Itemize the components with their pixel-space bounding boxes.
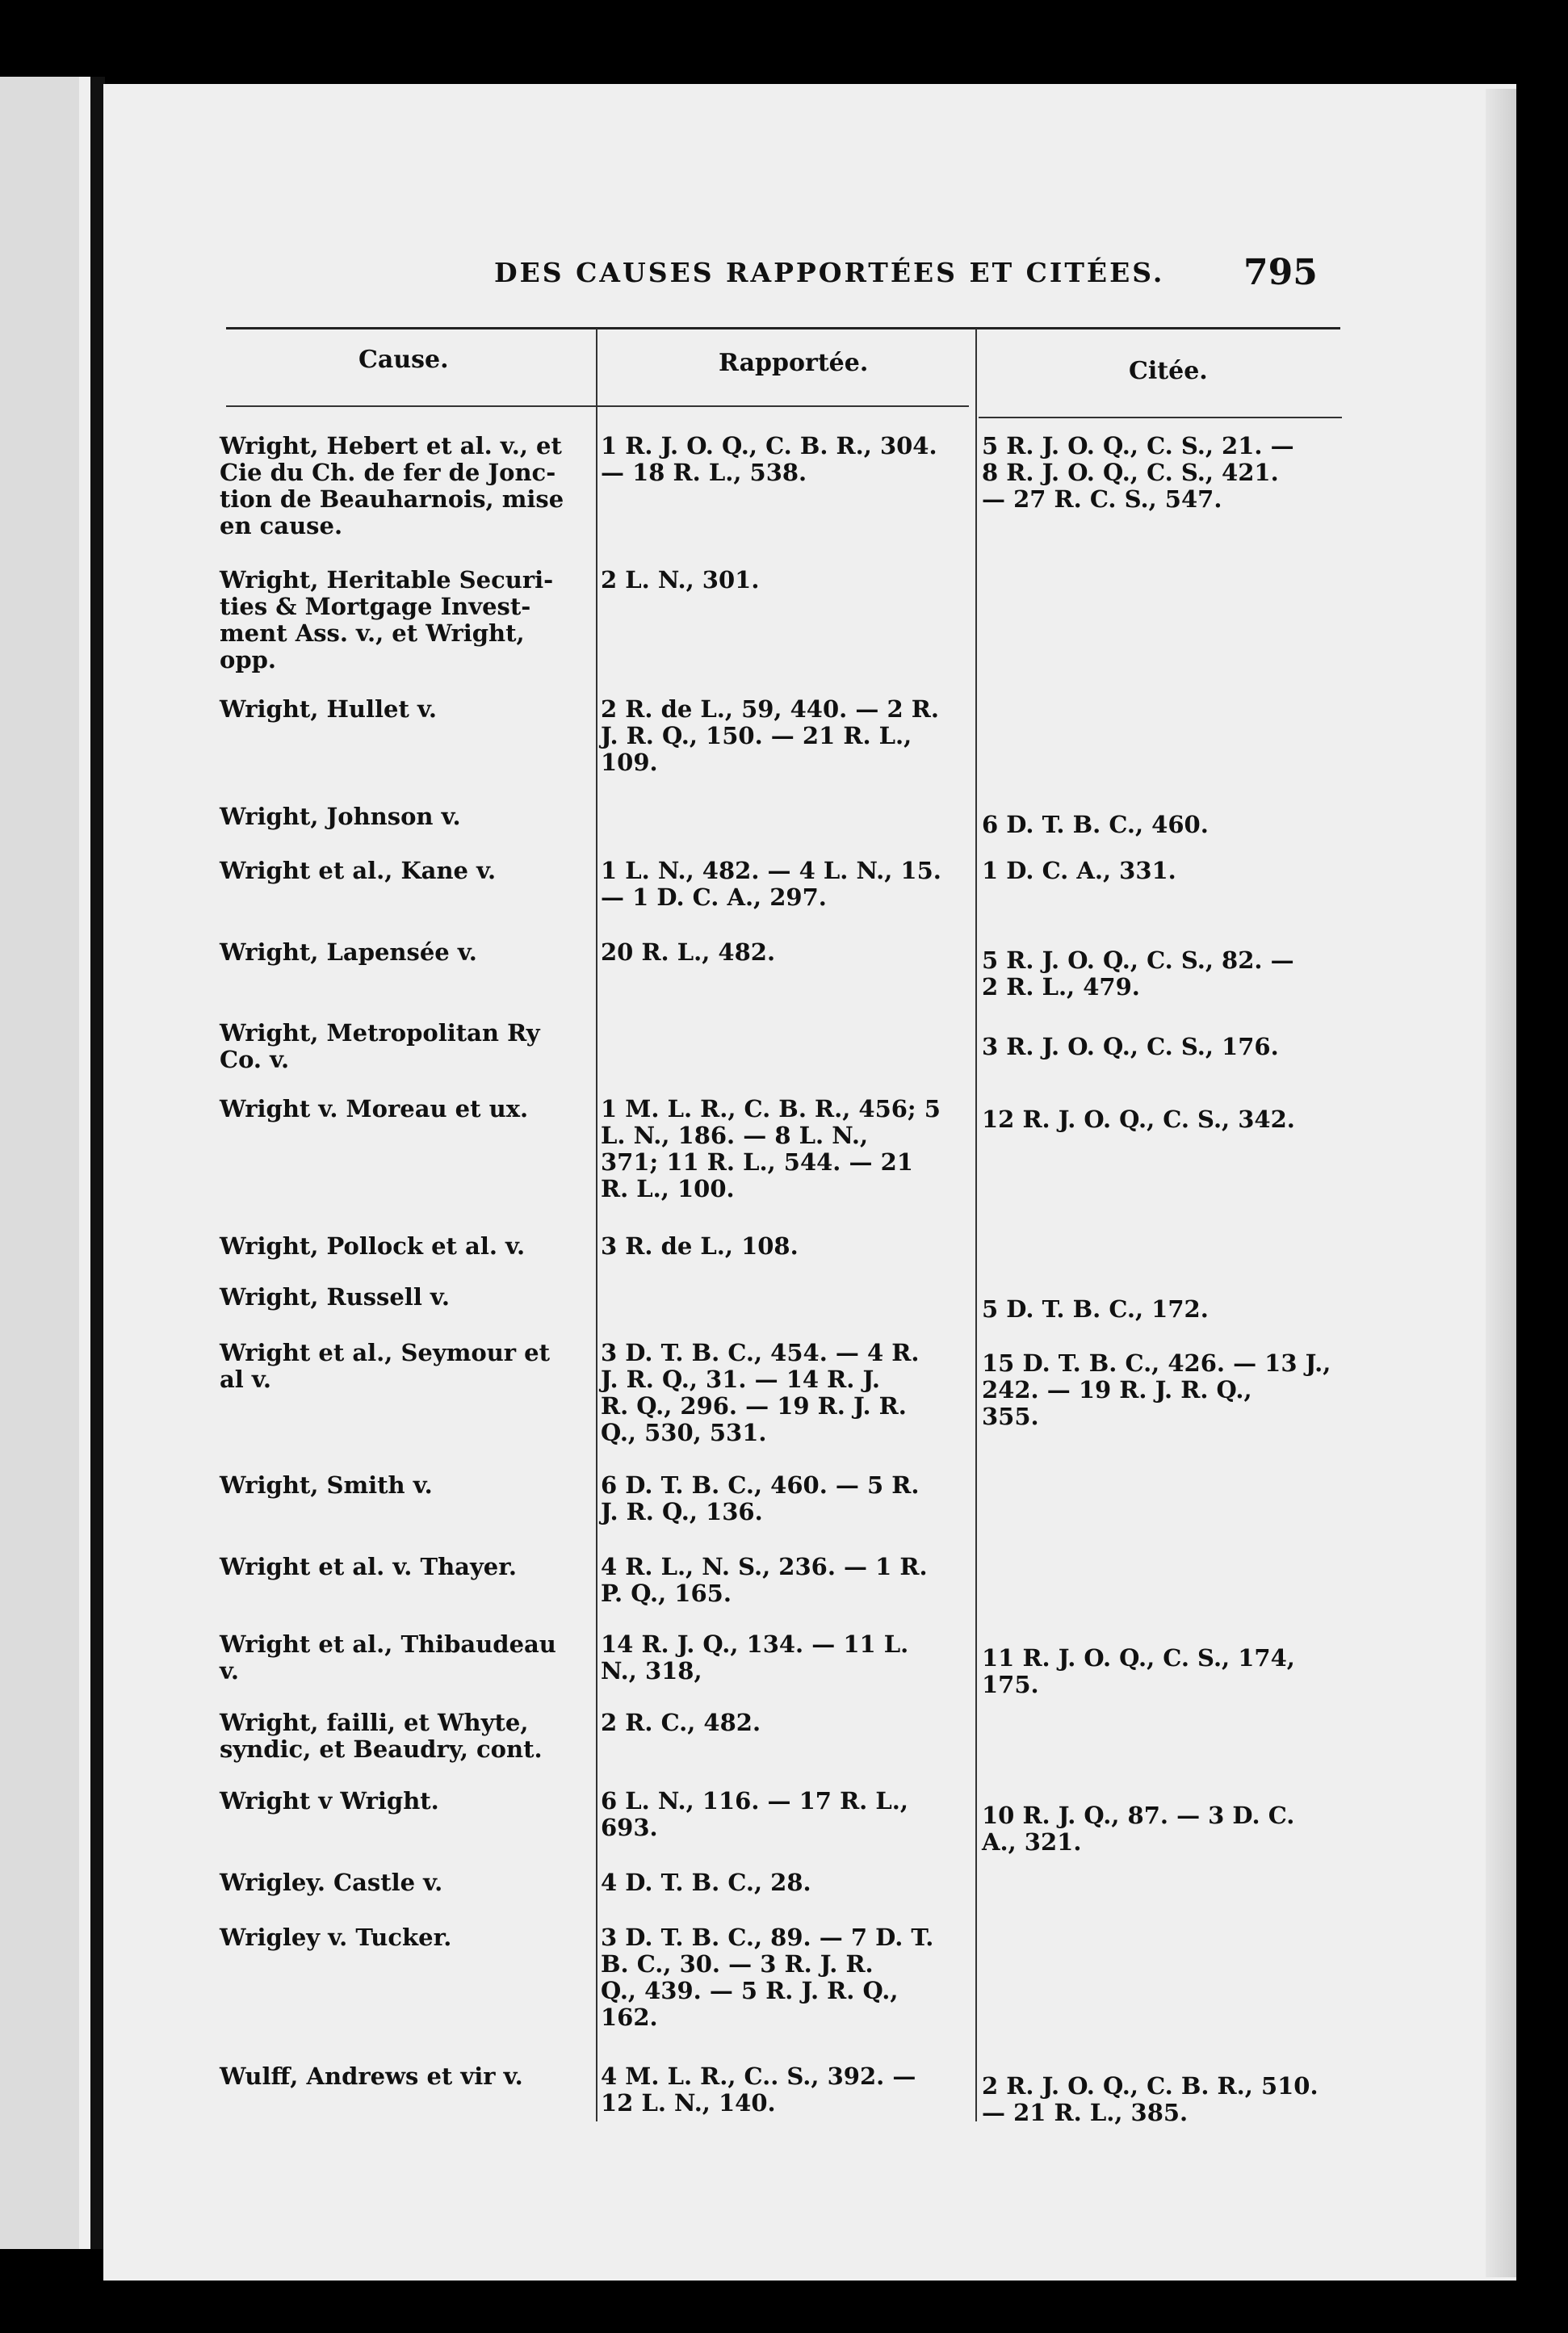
rapportee-entry-line: 371; 11 R. L., 544. — 21 — [601, 1148, 913, 1176]
rapportee-entry-line: 693. — [601, 1814, 658, 1841]
citee-entry-line: 12 R. J. O. Q., C. S., 342. — [982, 1106, 1295, 1133]
rapportee-entry — [601, 567, 958, 594]
citee-entry-line: — 21 R. L., 385. — [982, 2099, 1189, 2126]
rapportee-entry-line: 109. — [601, 749, 658, 776]
rapportee-entry-line: R. L., 100. — [601, 1175, 735, 1202]
rapportee-entry — [601, 433, 958, 486]
citee-entry — [982, 1802, 1345, 1856]
citee-entry-line: 5 R. J. O. Q., C. S., 82. — — [982, 946, 1294, 974]
rapportee-entry-line: 6 L. N., 116. — 17 R. L., — [601, 1787, 908, 1815]
rapportee-entry-line: Q., 530, 531. — [601, 1419, 767, 1446]
column-divider-2 — [975, 329, 977, 2121]
citee-entry — [982, 1296, 1345, 1323]
cause-entry — [220, 567, 585, 673]
citee-entry-line: 1 D. C. A., 331. — [982, 857, 1176, 884]
citee-entry-line: 5 D. T. B. C., 172. — [982, 1295, 1209, 1323]
citee-entry-line: 175. — [982, 1671, 1039, 1698]
citee-entry — [982, 1350, 1345, 1430]
running-title: DES CAUSES RAPPORTÉES ET CITÉES. — [494, 257, 1165, 288]
cause-entry-line: Wright et al., Seymour et — [220, 1339, 551, 1366]
column-header-cause: Cause. — [358, 346, 449, 374]
cause-entry — [220, 1869, 585, 1896]
citee-entry-line: 242. — 19 R. J. R. Q., — [982, 1376, 1252, 1404]
citee-entry — [982, 1645, 1345, 1698]
rapportee-entry-line: 4 D. T. B. C., 28. — [601, 1869, 811, 1896]
column-header-citee: Citée. — [1129, 357, 1208, 385]
rapportee-entry-line: 2 L. N., 301. — [601, 566, 760, 594]
rapportee-entry — [601, 1340, 958, 1446]
cause-entry — [220, 2063, 585, 2090]
rapportee-entry-line: 1 L. N., 482. — 4 L. N., 15. — [601, 857, 941, 884]
rapportee-entry-line: P. Q., 165. — [601, 1580, 732, 1607]
cause-entry — [220, 1284, 585, 1311]
rapportee-entry-line: R. Q., 296. — 19 R. J. R. — [601, 1392, 907, 1420]
rapportee-entry — [601, 1631, 958, 1685]
rapportee-entry-line: 3 D. T. B. C., 89. — 7 D. T. — [601, 1924, 934, 1951]
citee-entry-line: 10 R. J. Q., 87. — 3 D. C. — [982, 1802, 1295, 1829]
rapportee-entry-line: 1 M. L. R., C. B. R., 456; 5 — [601, 1095, 941, 1122]
rapportee-entry-line: J. R. Q., 31. — 14 R. J. — [601, 1366, 881, 1393]
cause-entry-line: ment Ass. v., et Wright, — [220, 619, 525, 647]
rapportee-entry-line: 2 R. C., 482. — [601, 1709, 761, 1736]
rapportee-entry — [601, 1869, 958, 1896]
cause-entry-line: Wright et al. v. Thayer. — [220, 1553, 517, 1580]
page-number: 795 — [1243, 252, 1318, 293]
rapportee-entry-line: J. R. Q., 136. — [601, 1498, 763, 1525]
column-header-rule-left — [226, 405, 969, 407]
rapportee-entry — [601, 1472, 958, 1525]
cause-entry — [220, 1788, 585, 1815]
rapportee-entry-line: N., 318, — [601, 1657, 702, 1685]
cause-entry-line: Wulff, Andrews et vir v. — [220, 2062, 523, 2090]
citee-entry — [982, 1106, 1345, 1133]
citee-entry — [982, 858, 1345, 884]
citee-entry-line: — 27 R. C. S., 547. — [982, 485, 1222, 513]
cause-entry-line: Wright, Hebert et al. v., et — [220, 432, 562, 459]
rapportee-entry — [601, 1710, 958, 1736]
rapportee-entry — [601, 1233, 958, 1260]
rapportee-entry-line: 4 R. L., N. S., 236. — 1 R. — [601, 1553, 928, 1580]
rapportee-entry-line: 4 M. L. R., C.. S., 392. — — [601, 2062, 916, 2090]
cause-entry — [220, 1554, 585, 1580]
rapportee-entry-line: 12 L. N., 140. — [601, 2089, 776, 2117]
rapportee-entry — [601, 1096, 958, 1202]
cause-entry — [220, 858, 585, 884]
rapportee-entry — [601, 696, 958, 776]
rapportee-entry — [601, 2063, 958, 2117]
cause-entry-line: opp. — [220, 646, 276, 673]
cause-entry-line: Wright, Russell v. — [220, 1283, 450, 1311]
rapportee-entry-line: B. C., 30. — 3 R. J. R. — [601, 1950, 874, 1978]
citee-entry-line: 6 D. T. B. C., 460. — [982, 811, 1209, 838]
cause-entry — [220, 1233, 585, 1260]
citee-entry — [982, 947, 1345, 1001]
cause-entry — [220, 804, 585, 830]
rapportee-entry-line: — 1 D. C. A., 297. — [601, 883, 827, 911]
cause-entry-line: Wright, Metropolitan Ry — [220, 1019, 540, 1047]
rapportee-entry-line: 1 R. J. O. Q., C. B. R., 304. — [601, 432, 937, 459]
rapportee-entry-line: 2 R. de L., 59, 440. — 2 R. — [601, 695, 939, 723]
column-divider-1 — [596, 329, 597, 2121]
cause-entry-line: Wright, Johnson v. — [220, 803, 461, 830]
rapportee-entry-line: J. R. Q., 150. — 21 R. L., — [601, 722, 912, 749]
citee-entry-line: 11 R. J. O. Q., C. S., 174, — [982, 1644, 1295, 1672]
rapportee-entry-line: 162. — [601, 2004, 658, 2031]
cause-entry — [220, 939, 585, 966]
cause-entry-line: en cause. — [220, 512, 343, 539]
rapportee-entry — [601, 939, 958, 966]
cause-entry-line: tion de Beauharnois, mise — [220, 485, 564, 513]
cause-entry-line: Wright, failli, et Whyte, — [220, 1709, 529, 1736]
cause-entry — [220, 1096, 585, 1122]
citee-entry-line: 2 R. J. O. Q., C. B. R., 510. — [982, 2072, 1319, 2100]
cause-entry-line: Wright, Lapensée v. — [220, 938, 477, 966]
cause-entry — [220, 1631, 585, 1685]
rapportee-entry-line: 6 D. T. B. C., 460. — 5 R. — [601, 1471, 920, 1499]
cause-entry-line: Cie du Ch. de fer de Jonc- — [220, 459, 556, 486]
rapportee-entry-line: 20 R. L., 482. — [601, 938, 776, 966]
cause-entry-line: Co. v. — [220, 1046, 290, 1073]
page-edge-shadow — [1486, 89, 1516, 2277]
cause-entry — [220, 696, 585, 723]
rapportee-entry-line: Q., 439. — 5 R. J. R. Q., — [601, 1977, 899, 2004]
cause-entry-line: Wright et al., Kane v. — [220, 857, 497, 884]
cause-entry — [220, 1924, 585, 1951]
facing-page-edge — [0, 77, 89, 2249]
rapportee-entry-line: 3 R. de L., 108. — [601, 1232, 799, 1260]
citee-entry — [982, 1034, 1345, 1060]
citee-entry-line: 3 R. J. O. Q., C. S., 176. — [982, 1033, 1279, 1060]
cause-entry-line: Wright, Pollock et al. v. — [220, 1232, 526, 1260]
cause-entry-line: Wright v Wright. — [220, 1787, 439, 1815]
cause-entry-line: v. — [220, 1657, 240, 1685]
cause-entry-line: Wright et al., Thibaudeau — [220, 1630, 556, 1658]
citee-entry — [982, 433, 1345, 513]
cause-entry-line: Wright, Heritable Securi- — [220, 566, 554, 594]
cause-entry-line: Wrigley v. Tucker. — [220, 1924, 452, 1951]
citee-entry-line: 2 R. L., 479. — [982, 973, 1140, 1001]
citee-entry-line: A., 321. — [982, 1828, 1082, 1856]
rapportee-entry — [601, 1924, 958, 2031]
rapportee-entry-line: 3 D. T. B. C., 454. — 4 R. — [601, 1339, 920, 1366]
cause-entry — [220, 1472, 585, 1499]
rapportee-entry — [601, 1788, 958, 1841]
rapportee-entry-line: 14 R. J. Q., 134. — 11 L. — [601, 1630, 909, 1658]
citee-entry-line: 5 R. J. O. Q., C. S., 21. — — [982, 432, 1294, 459]
cause-entry — [220, 1710, 585, 1763]
facing-page-margin — [79, 77, 90, 2249]
rapportee-entry — [601, 858, 958, 911]
cause-entry-line: syndic, et Beaudry, cont. — [220, 1735, 543, 1763]
cause-entry — [220, 433, 585, 539]
citee-entry-line: 355. — [982, 1403, 1039, 1430]
rapportee-entry-line: — 18 R. L., 538. — [601, 459, 807, 486]
cause-entry-line: Wright v. Moreau et ux. — [220, 1095, 529, 1122]
cause-entry — [220, 1020, 585, 1073]
citee-entry-line: 15 D. T. B. C., 426. — 13 J., — [982, 1349, 1331, 1377]
cause-entry-line: al v. — [220, 1366, 271, 1393]
cause-entry-line: ties & Mortgage Invest- — [220, 593, 531, 620]
rapportee-entry-line: L. N., 186. — 8 L. N., — [601, 1122, 869, 1149]
citee-entry — [982, 812, 1345, 838]
rapportee-entry — [601, 1554, 958, 1607]
cause-entry — [220, 1340, 585, 1393]
cause-entry-line: Wright, Hullet v. — [220, 695, 438, 723]
citee-entry — [982, 2073, 1345, 2126]
cause-entry-line: Wright, Smith v. — [220, 1471, 433, 1499]
cause-entry-line: Wrigley. Castle v. — [220, 1869, 443, 1896]
column-header-rule-right — [979, 417, 1342, 418]
citee-entry-line: 8 R. J. O. Q., C. S., 421. — [982, 459, 1279, 486]
column-header-rapportee: Rapportée. — [719, 349, 869, 377]
header-rule — [226, 327, 1340, 329]
